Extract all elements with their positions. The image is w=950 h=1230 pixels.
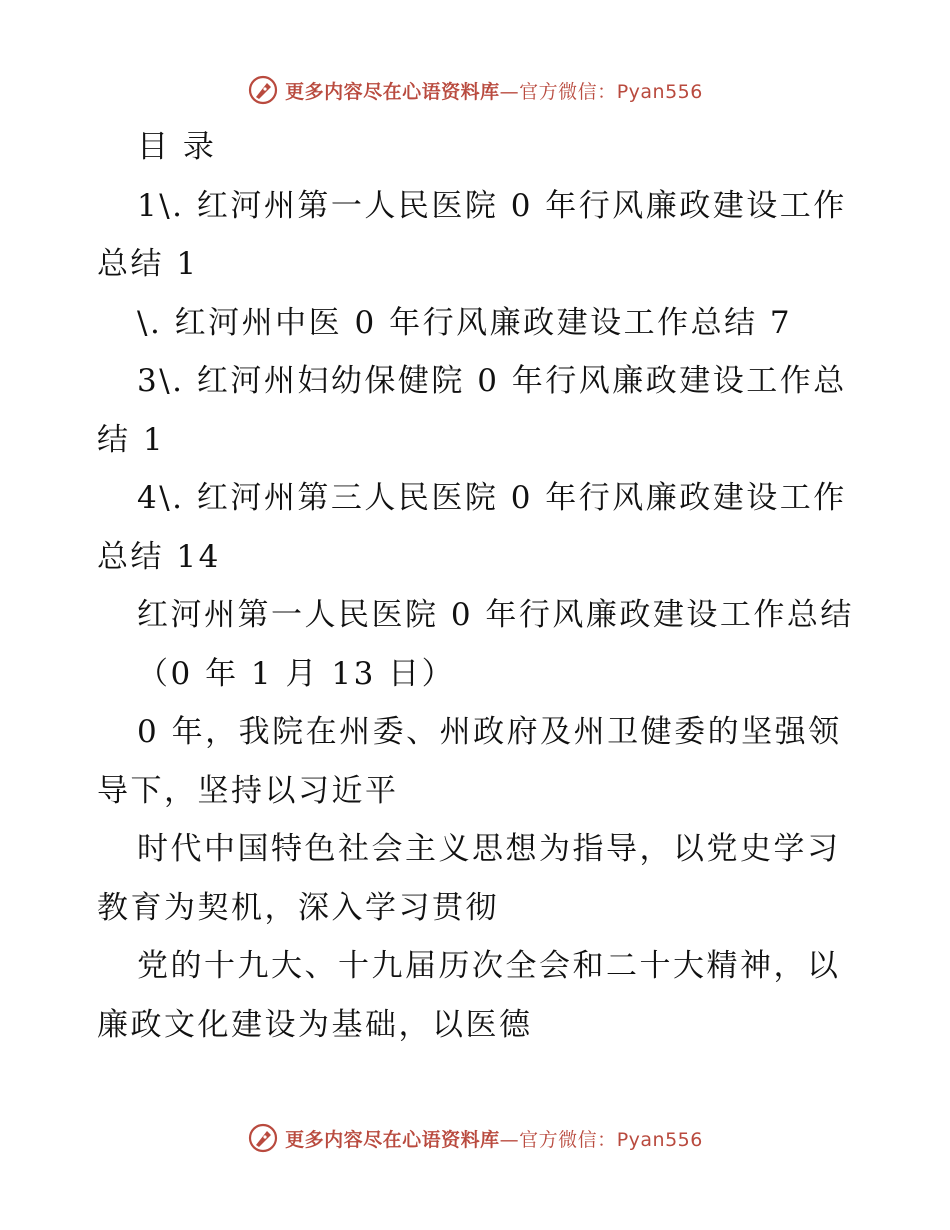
document-line: 0 年，我院在州委、州政府及州卫健委的坚强领 (137, 714, 842, 750)
watermark-wechat-label: 官方微信： (519, 80, 617, 103)
document-line: 结 1 (97, 421, 166, 458)
document-line: 3\. 红河州妇幼保健院 0 年行风廉政建设工作总 (137, 363, 847, 399)
watermark-wechat-id: Pyan556 (616, 1128, 703, 1151)
document-line: （0 年 1 月 13 日） (137, 655, 456, 692)
watermark-wechat-id: Pyan556 (616, 80, 703, 103)
watermark-wechat-label: 官方微信： (519, 1128, 617, 1151)
watermark-text (285, 77, 703, 104)
document-line: 红河州第一人民医院 0 年行风廉政建设工作总结 (137, 597, 854, 633)
document-line: 1\. 红河州第一人民医院 0 年行风廉政建设工作 (137, 187, 847, 224)
watermark-text (285, 1125, 703, 1152)
document-line: 教育为契机，深入学习贯彻 (97, 889, 499, 926)
document-line: 廉政文化建设为基础，以医德 (97, 1006, 533, 1043)
document-body (97, 118, 857, 1054)
watermark-separator: — (499, 80, 520, 103)
pen-nib-circle-icon (247, 1122, 279, 1154)
footer-watermark (0, 1118, 950, 1158)
document-line: \. 红河州中医 0 年行风廉政建设工作总结 7 (137, 304, 793, 341)
document-line: 总结 14 (97, 538, 221, 575)
watermark-brand: 更多内容尽在心语资料库 (285, 1128, 500, 1151)
document-line: 导下，坚持以习近平 (97, 772, 399, 809)
header-watermark (0, 70, 950, 110)
watermark-separator: — (499, 1128, 520, 1151)
watermark-brand: 更多内容尽在心语资料库 (285, 80, 500, 103)
document-line: 4\. 红河州第三人民医院 0 年行风廉政建设工作 (137, 480, 847, 516)
document-line: 党的十九大、十九届历次全会和二十大精神，以 (137, 948, 841, 984)
document-line: 时代中国特色社会主义思想为指导，以党史学习 (137, 831, 841, 867)
document-line: 总结 1 (97, 246, 199, 282)
document-line: 目 录 (137, 129, 217, 165)
pen-nib-circle-icon (247, 74, 279, 106)
